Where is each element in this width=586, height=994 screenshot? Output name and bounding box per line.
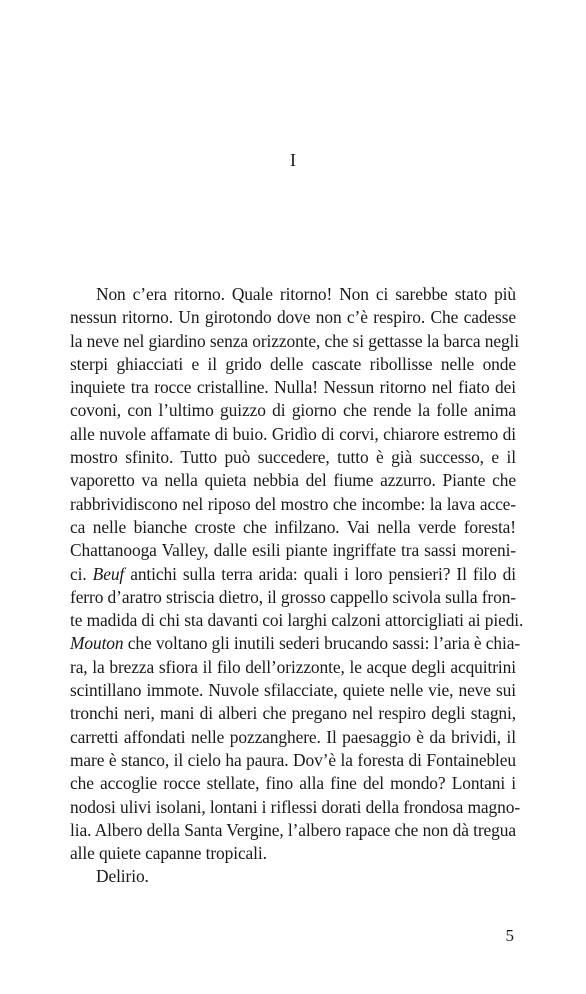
text-line: ca nelle bianche croste che infilzano. Vai nella verde foresta! xyxy=(70,516,516,537)
text-line-mixed xyxy=(70,563,516,586)
text-segment: antichi sulla terra arida: quali i loro pensieri? Il filo di xyxy=(130,563,517,584)
body-text xyxy=(70,283,524,889)
text-line: carretti affondati nelle pozzanghere. Il paesaggio è da brividi, il xyxy=(70,726,516,747)
text-line: vaporetto va nella quieta nebbia del fiume azzurro. Piante che xyxy=(70,470,516,491)
text-line: nessun ritorno. Un girotondo dove non c’è respiro. Che cadesse xyxy=(70,307,516,328)
text-line: ferro d’aratro striscia dietro, il grosso cappello scivola sulla fron- xyxy=(70,586,516,607)
text-line: lia. Albero della Santa Vergine, l’albero rapace che non dà tregua xyxy=(70,819,516,840)
text-line: alle quiete capanne tropicali. xyxy=(70,843,267,864)
text-segment: che voltano gli inutili sederi brucando sassi: l’aria è chia- xyxy=(127,633,521,654)
text-line: Chattanooga Valley, dalle esili piante ingriffate tra sassi moreni- xyxy=(70,540,516,561)
text-line: ra, la brezza sfiora il filo dell’orizzonte, le acque degli acquitrini xyxy=(70,656,516,677)
text-segment: ci. xyxy=(70,563,87,584)
chapter-heading: I xyxy=(290,150,296,170)
text-line: scintillano immote. Nuvole sfilacciate, quiete nelle vie, neve sui xyxy=(70,680,516,701)
text-line-mixed xyxy=(70,632,521,655)
text-line: mostro sfinito. Tutto può succedere, tutto è già successo, e il xyxy=(70,447,516,468)
italic-word: Beuf xyxy=(92,563,125,584)
text-line: Non c’era ritorno. Quale ritorno! Non ci sarebbe stato più xyxy=(96,284,516,304)
text-line: nodosi ulivi isolani, lontani i riflessi dorati della frondosa magno- xyxy=(70,796,521,817)
text-line: te madida di chi sta davanti coi larghi calzoni attorcigliati ai piedi. xyxy=(70,610,524,631)
text-line: sterpi ghiacciati e il grido delle cascate ribollisse nelle onde xyxy=(70,353,516,374)
text-line: la neve nel giardino senza orizzonte, che si gettasse la barca negli xyxy=(70,330,520,351)
text-line: inquiete tra rocce cristalline. Nulla! Nessun ritorno nel fiato dei xyxy=(70,377,516,398)
page-number: 5 xyxy=(505,926,514,945)
italic-word: Mouton xyxy=(70,633,124,654)
closing-paragraph: Delirio. xyxy=(96,866,149,887)
text-line: covoni, con l’ultimo guizzo di giorno che rende la folle anima xyxy=(70,400,516,421)
text-line: che accoglie rocce stellate, fino alla fine del mondo? Lontani i xyxy=(70,773,516,794)
text-line: rabbrividiscono nel riposo del mostro che incombe: la lava acce- xyxy=(70,493,516,514)
text-line: mare è stanco, il cielo ha paura. Dov’è la foresta di Fontainebleu xyxy=(70,749,516,770)
text-line: tronchi neri, mani di alberi che pregano nel respiro degli stagni, xyxy=(70,703,516,724)
text-line: alle nuvole affamate di buio. Gridìo di corvi, chiarore estremo di xyxy=(70,423,516,444)
